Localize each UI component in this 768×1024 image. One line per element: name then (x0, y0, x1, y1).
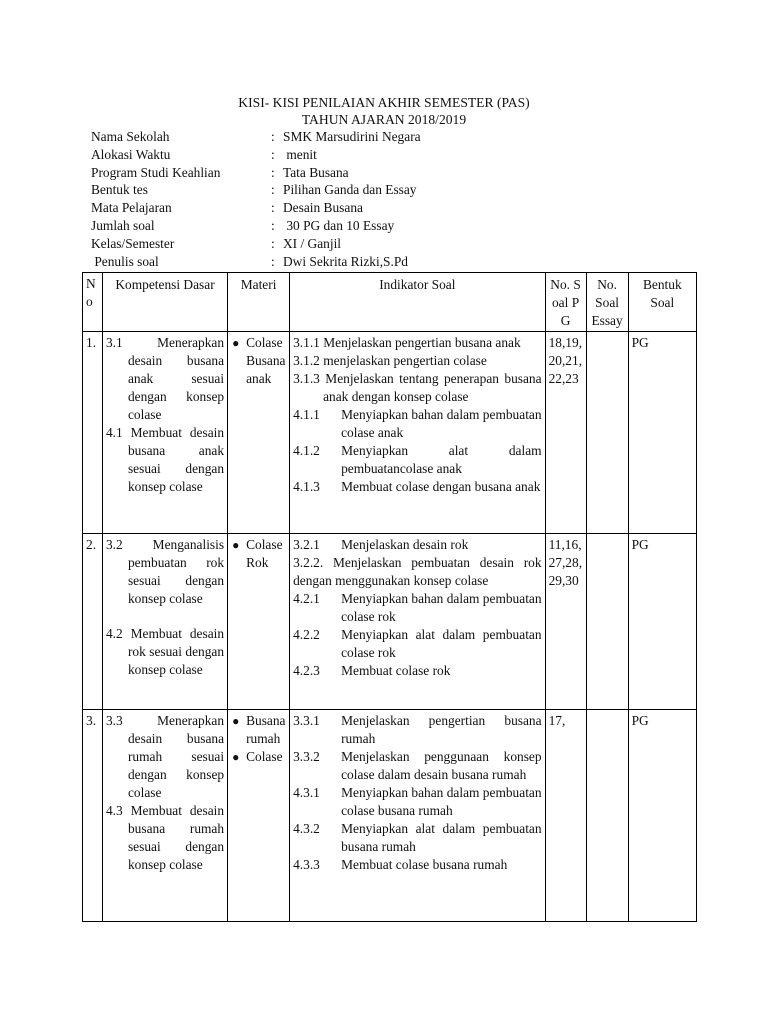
meta-value: Desain Busana (283, 200, 363, 216)
no-soal-pg-cell: 17, (545, 710, 586, 922)
materi-text: Colase Busana anak (246, 335, 286, 386)
meta-label: Penulis soal (91, 253, 159, 269)
meta-colon: : (271, 182, 275, 198)
indikator-number: 4.3.3 (293, 857, 320, 872)
indikator-number: 4.1.2 (293, 443, 320, 458)
meta-colon: : (271, 217, 275, 233)
meta-label: Kelas/Semester (91, 235, 175, 251)
indikator-number: 3.2.1 (293, 537, 320, 552)
bentuk-soal-cell: PG (628, 710, 696, 922)
no-soal-essay-cell (586, 332, 628, 534)
indikator-item (293, 748, 541, 784)
indikator-text: Membuat colase busana rumah (341, 857, 508, 872)
meta-label: Mata Pelajaran (91, 200, 172, 216)
kd-item: 3.2 Menganalisis pembuatan rok sesuai dengan konsep colase (105, 537, 225, 606)
indikator-number: 4.1.3 (293, 479, 320, 494)
meta-colon: : (271, 129, 275, 144)
indikator-item: 3.1.2 menjelaskan pengertian colase (293, 353, 487, 368)
spacer (106, 608, 224, 625)
indikator-number: 4.2.3 (293, 663, 320, 678)
indikator-item (293, 662, 541, 680)
meta-value: Dwi Sekrita Rizki,S.Pd (283, 253, 408, 269)
header-kompetensi-dasar: Kompetensi Dasar (102, 273, 227, 332)
indikator-item (293, 442, 541, 478)
kompetensi-dasar-cell (102, 332, 227, 534)
row-number: 3. (83, 710, 103, 922)
indikator-text: Menyiapkan alat dalam pembuatan busana rumah (341, 821, 542, 854)
document-title: KISI- KISI PENILAIAN AKHIR SEMESTER (PAS) (238, 95, 530, 110)
indikator-item: 3.1.3 Menjelaskan tentang penerapan busana anak dengan konsep colase (293, 371, 542, 404)
indikator-item (293, 536, 541, 554)
indikator-number: 4.3.1 (293, 785, 320, 800)
kd-item: 4.3 Membuat desain busana rumah sesuai dengan konsep colase (105, 803, 225, 872)
header-indikator-soal: Indikator Soal (290, 273, 545, 332)
meta-value: SMK Marsudirini Negara (283, 129, 421, 144)
meta-value: Pilihan Ganda dan Essay (283, 182, 417, 198)
indikator-text: Menyiapkan alat dalam pembuatan colase rok (341, 627, 542, 660)
indikator-cell (290, 332, 545, 534)
meta-colon: : (271, 164, 275, 180)
indikator-text: Menyiapkan bahan dalam pembuatan colase anak (341, 407, 542, 440)
kisi-kisi-table (82, 272, 697, 922)
indikator-cell (290, 534, 545, 710)
materi-text: Colase (246, 749, 283, 764)
indikator-text: Menjelaskan penggunaan konsep colase dalam desain busana rumah (341, 749, 542, 782)
meta-colon: : (271, 200, 275, 216)
meta-colon: : (271, 253, 275, 269)
indikator-item (293, 590, 541, 626)
indikator-item (293, 784, 541, 820)
materi-cell (228, 332, 290, 534)
indikator-item (293, 820, 541, 856)
bullet-icon: ● (232, 714, 240, 728)
table-row (83, 534, 697, 710)
table-row (83, 710, 697, 922)
kd-item: 4.2 Membuat desain rok sesuai dengan konsep colase (105, 626, 225, 677)
indikator-cell (290, 710, 545, 922)
materi-cell (228, 534, 290, 710)
materi-cell (228, 710, 290, 922)
bentuk-soal-cell: PG (628, 332, 696, 534)
row-number: 2. (83, 534, 103, 710)
indikator-number: 3.3.2 (293, 749, 320, 764)
meta-value: Tata Busana (283, 164, 349, 180)
meta-label: Alokasi Waktu (91, 146, 171, 162)
no-soal-pg-cell: 18,19,20,21,22,23 (545, 332, 586, 534)
no-soal-pg-cell: 11,16,27,28,29,30 (545, 534, 586, 710)
document-subtitle: TAHUN AJARAN 2018/2019 (301, 112, 467, 127)
materi-item (231, 712, 286, 748)
indikator-text: Membuat colase dengan busana anak (341, 479, 541, 494)
indikator-number: 4.3.2 (293, 821, 320, 836)
indikator-item (293, 626, 541, 662)
materi-item (231, 748, 286, 766)
indikator-number: 4.2.2 (293, 627, 320, 642)
meta-colon: : (271, 146, 275, 162)
indikator-number: 3.3.1 (293, 713, 320, 728)
indikator-item: 3.2.2. Menjelaskan pembuatan desain rok dengan menggunakan konsep colase (293, 555, 542, 588)
meta-label: Jumlah soal (91, 217, 155, 233)
bentuk-soal-cell: PG (628, 534, 696, 710)
kompetensi-dasar-cell (102, 710, 227, 922)
indikator-text: Menyiapkan bahan dalam pembuatan colase rok (341, 591, 542, 624)
meta-colon: : (271, 235, 275, 251)
meta-value: XI / Ganjil (283, 235, 342, 251)
kd-item: 3.3 Menerapkan desain busana rumah sesuai dengan konsep colase (105, 713, 225, 800)
kompetensi-dasar-cell (102, 534, 227, 710)
table-header-row (83, 273, 697, 332)
no-soal-essay-cell (586, 710, 628, 922)
header-no: No (83, 273, 103, 332)
header-no-soal-essay: No. Soal Essay (586, 273, 628, 332)
bullet-icon: ● (232, 750, 240, 764)
header-materi: Materi (228, 273, 290, 332)
bullet-icon: ● (232, 336, 240, 350)
indikator-text: Menyiapkan alat dalam pembuatancolase anak (341, 443, 542, 476)
indikator-item (293, 712, 541, 748)
materi-text: Busana rumah (246, 713, 286, 746)
materi-item (231, 536, 286, 572)
indikator-text: Membuat colase rok (341, 663, 451, 678)
header-bentuk-soal: Bentuk Soal (628, 273, 696, 332)
kd-item: 4.1 Membuat desain busana anak sesuai dengan konsep colase (105, 425, 225, 494)
indikator-number: 4.1.1 (293, 407, 320, 422)
header-no-soal-pg: No. Soal PG (545, 273, 586, 332)
meta-value: menit (283, 146, 317, 162)
indikator-item (293, 406, 541, 442)
bullet-icon: ● (232, 538, 240, 552)
indikator-text: Menyiapkan bahan dalam pembuatan colase busana rumah (341, 785, 542, 818)
indikator-text: Menjelaskan desain rok (341, 537, 469, 552)
indikator-item: 3.1.1 Menjelaskan pengertian busana anak (293, 335, 521, 350)
indikator-item (293, 478, 541, 496)
materi-item (231, 334, 286, 388)
indikator-item (293, 856, 541, 874)
meta-label: Nama Sekolah (91, 129, 170, 144)
row-number: 1. (83, 332, 103, 534)
kd-item: 3.1 Menerapkan desain busana anak sesuai dengan konsep colase (105, 335, 225, 422)
meta-value: 30 PG dan 10 Essay (283, 217, 395, 233)
meta-label: Program Studi Keahlian (91, 164, 221, 180)
materi-text: Colase Rok (246, 537, 283, 570)
meta-label: Bentuk tes (91, 182, 148, 198)
no-soal-essay-cell (586, 534, 628, 710)
indikator-number: 4.2.1 (293, 591, 320, 606)
indikator-text: Menjelaskan pengertian busana rumah (341, 713, 542, 746)
table-row (83, 332, 697, 534)
